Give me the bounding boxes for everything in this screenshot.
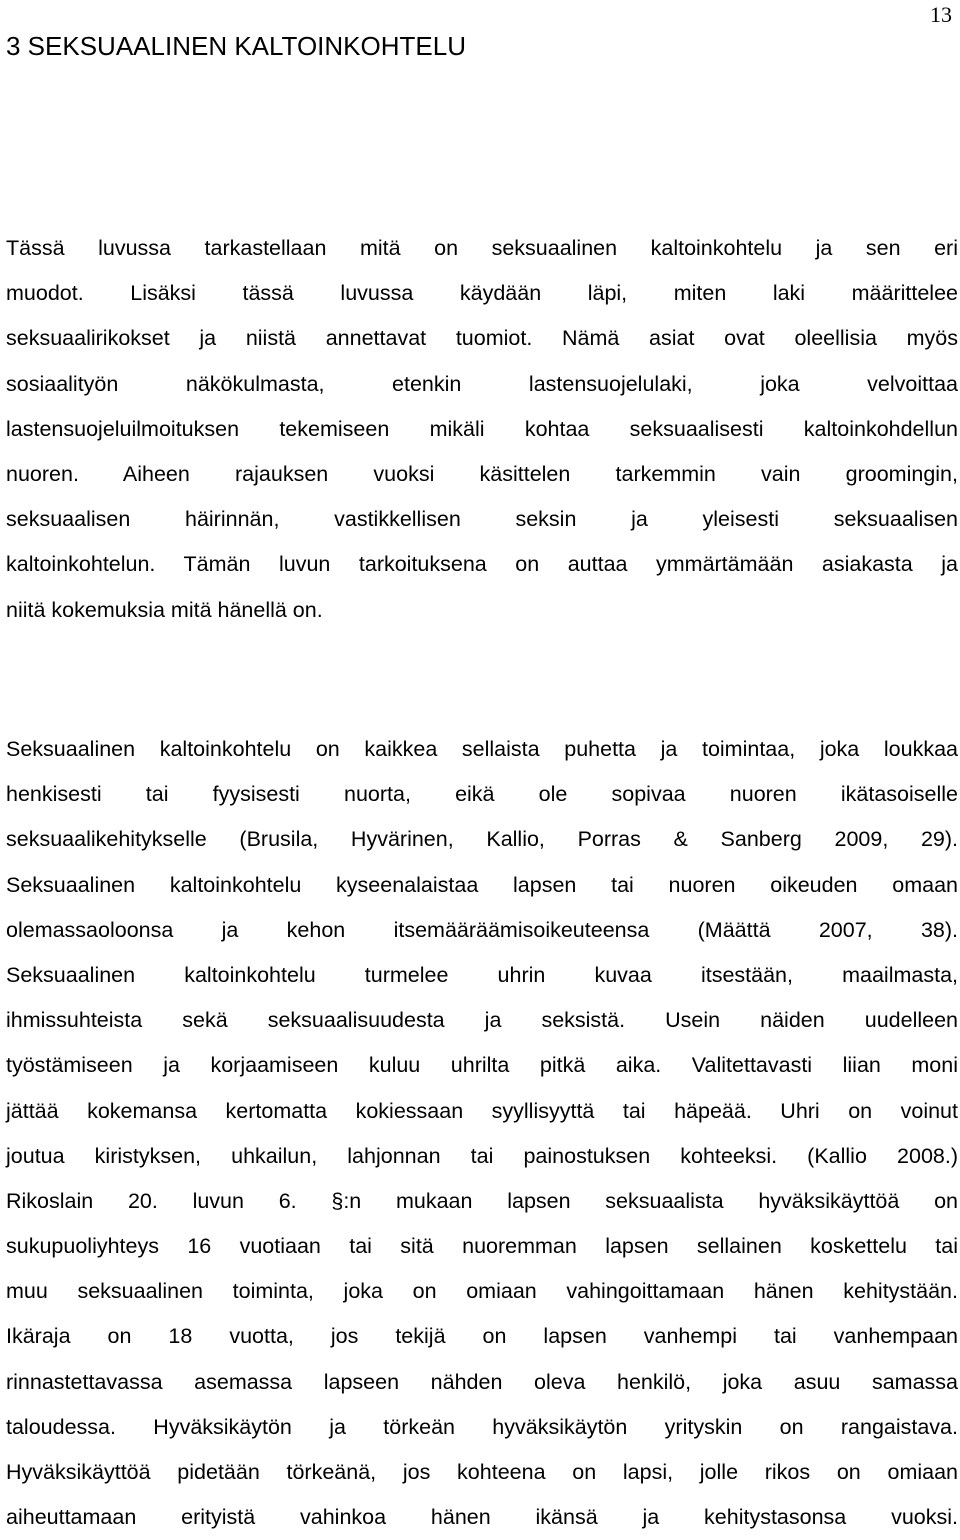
text-line: työstämiseen ja korjaamiseen kuluu uhrilta pitkä aika. Valitettavasti liian moni (6, 1053, 958, 1078)
text-line: niitä kokemuksia mitä hänellä on. (6, 597, 323, 622)
text-line: seksuaalisen häirinnän, vastikkellisen seksin ja yleisesti seksuaalisen (6, 507, 958, 532)
text-line: jättää kokemansa kertomatta kokiessaan syyllisyyttä tai häpeää. Uhri on voinut (6, 1098, 958, 1123)
text-line: aiheuttamaan erityistä vahinkoa hänen ikänsä ja kehitystasonsa vuoksi. (6, 1505, 958, 1530)
chapter-title: 3 SEKSUAALINEN KALTOINKOHTELU (6, 31, 466, 61)
text-line: olemassaoloonsa ja kehon itsemääräämisoikeuteensa (Määttä 2007, 38). (6, 917, 958, 942)
text-line: lastensuojeluilmoituksen tekemiseen mikäli kohtaa seksuaalisesti kaltoinkohdellun (6, 416, 958, 441)
text-line: ihmissuhteista sekä seksuaalisuudesta ja seksistä. Usein näiden uudelleen (6, 1008, 958, 1033)
page-number: 13 (930, 2, 952, 27)
text-line: henkisesti tai fyysisesti nuorta, eikä ole sopivaa nuoren ikätasoiselle (6, 782, 958, 807)
text-line: nuoren. Aiheen rajauksen vuoksi käsittelen tarkemmin vain groomingin, (6, 461, 958, 486)
text-line: taloudessa. Hyväksikäytön ja törkeän hyväksikäytön yrityskin on rangaistava. (6, 1414, 958, 1439)
text-line: Seksuaalinen kaltoinkohtelu turmelee uhrin kuvaa itsestään, maailmasta, (6, 962, 958, 987)
paragraph-definition (6, 727, 958, 1540)
text-line: rinnastettavassa asemassa lapseen nähden oleva henkilö, joka asuu samassa (6, 1369, 958, 1394)
text-line: Ikäraja on 18 vuotta, jos tekijä on lapsen vanhempi tai vanhempaan (6, 1324, 958, 1349)
text-line: Hyväksikäyttöä pidetään törkeänä, jos kohteena on lapsi, jolle rikos on omiaan (6, 1460, 958, 1484)
text-line: seksuaalikehitykselle (Brusila, Hyvärinen, Kallio, Porras & Sanberg 2009, 29). (6, 827, 958, 852)
text-line: sukupuoliyhteys 16 vuotiaan tai sitä nuoremman lapsen sellainen koskettelu tai (6, 1234, 958, 1259)
paragraph-intro (6, 226, 958, 633)
text-line: Seksuaalinen kaltoinkohtelu on kaikkea sellaista puhetta ja toimintaa, joka loukkaa (6, 737, 958, 761)
text-line: Rikoslain 20. luvun 6. §:n mukaan lapsen seksuaalista hyväksikäyttöä on (6, 1188, 958, 1213)
text-line: sosiaalityön näkökulmasta, etenkin lastensuojelulaki, joka velvoittaa (6, 371, 958, 396)
text-line: Seksuaalinen kaltoinkohtelu kyseenalaistaa lapsen tai nuoren oikeuden omaan (6, 872, 958, 897)
text-line: muodot. Lisäksi tässä luvussa käydään läpi, miten laki määrittelee (6, 281, 958, 306)
text-line: joutua kiristyksen, uhkailun, lahjonnan tai painostuksen kohteeksi. (Kallio 2008.) (6, 1143, 958, 1168)
text-line: seksuaalirikokset ja niistä annettavat tuomiot. Nämä asiat ovat oleellisia myös (6, 326, 958, 351)
text-line: Tässä luvussa tarkastellaan mitä on seksuaalinen kaltoinkohtelu ja sen eri (6, 236, 958, 260)
text-line: muu seksuaalinen toiminta, joka on omiaan vahingoittamaan hänen kehitystään. (6, 1279, 958, 1304)
text-line: kaltoinkohtelun. Tämän luvun tarkoituksena on auttaa ymmärtämään asiakasta ja (6, 552, 958, 577)
